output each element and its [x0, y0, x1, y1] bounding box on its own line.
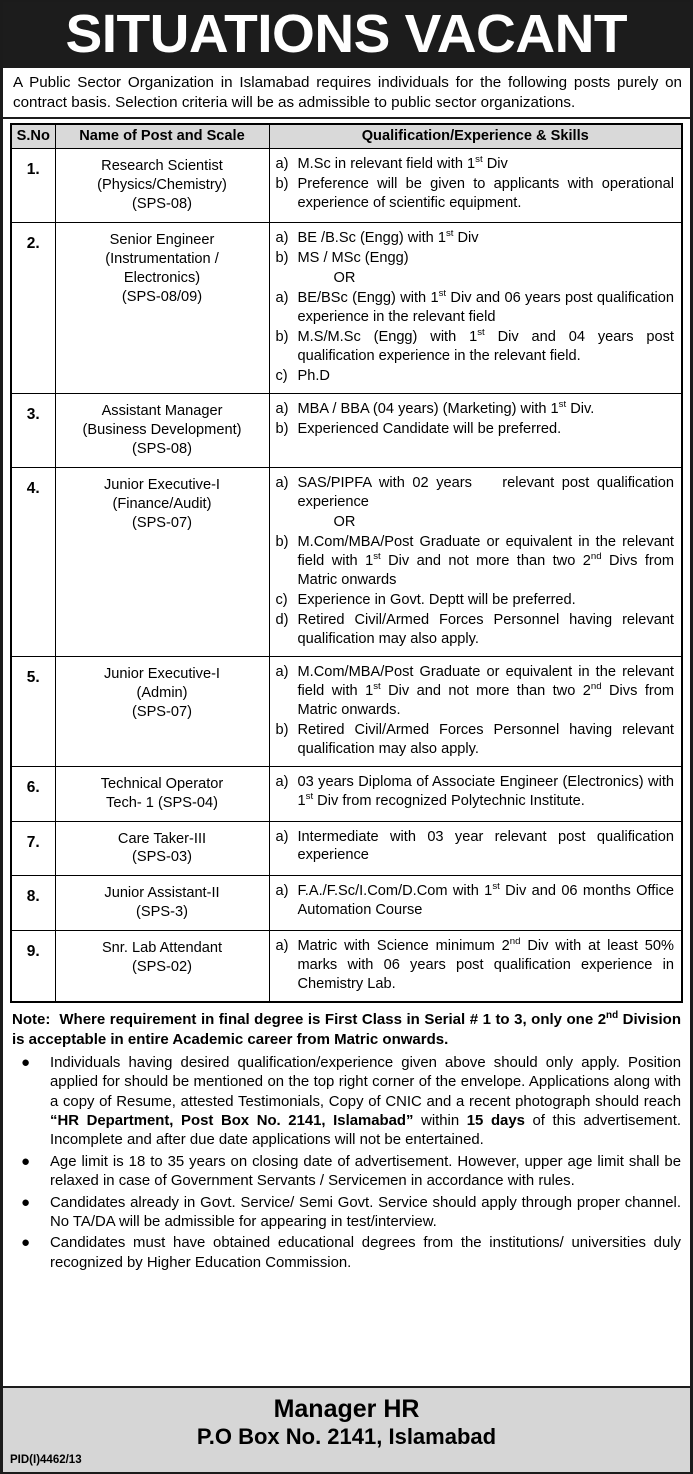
table-row	[11, 149, 682, 223]
qualification-item-text: M.Com/MBA/Post Graduate or equivalent in the relevant field with 1st Div and not more than two 2nd Divs from Matric onwards	[297, 533, 675, 588]
qualification-item	[276, 367, 675, 386]
post-name-line: (Business Development)	[82, 422, 242, 439]
qualification-item	[276, 611, 675, 649]
post-name-line: Senior Engineer	[109, 232, 215, 249]
qualification-item	[276, 882, 675, 920]
bullet-dot-icon: ●	[21, 1053, 31, 1071]
qualification-item	[276, 828, 675, 866]
qualification-item-text: MS / MSc (Engg)	[297, 250, 409, 267]
header-qualification: Qualification/Experience & Skills	[269, 124, 682, 149]
post-name-line: Assistant Manager	[101, 403, 223, 420]
post-name-line: (Instrumentation /	[105, 251, 219, 268]
cell-serial-number: 1.	[11, 149, 55, 223]
qualification-or-divider: OR	[333, 513, 356, 530]
qualification-item	[276, 937, 675, 994]
list-item-text: Age limit is 18 to 35 years on closing date of advertisement. However, upper age limit shall be relaxed in case of Government Servants / Servicemen in accordance with rules.	[50, 1153, 681, 1190]
qualification-item-text: Experience in Govt. Deptt will be preferred.	[297, 591, 576, 608]
table-row	[11, 468, 682, 657]
cell-serial-number: 7.	[11, 821, 55, 876]
post-name-line: (SPS-07)	[131, 703, 192, 720]
qualification-item-text: BE/BSc (Engg) with 1st Div and 06 years post qualification experience in the relevant field	[297, 288, 674, 326]
table-header-row	[11, 124, 682, 149]
post-name-line: (SPS-3)	[136, 904, 188, 921]
post-name-line: (SPS-08)	[131, 441, 192, 458]
qualification-item	[276, 249, 675, 268]
post-name-line: Care Taker-III	[117, 830, 207, 847]
cell-post-name	[55, 149, 269, 223]
footer-signatory: Manager HR	[273, 1395, 420, 1423]
list-item	[12, 1234, 681, 1273]
bullet-dot-icon: ●	[21, 1234, 31, 1252]
cell-serial-number: 3.	[11, 394, 55, 468]
post-name-line: Junior Assistant-II	[104, 885, 220, 902]
footer-address: P.O Box No. 2141, Islamabad	[196, 1423, 497, 1449]
cell-qualification	[269, 766, 682, 821]
cell-serial-number: 2.	[11, 223, 55, 394]
qualification-item-marker: b)	[275, 250, 289, 267]
post-name-line: Junior Executive-I	[104, 477, 220, 493]
cell-serial-number: 5.	[11, 656, 55, 766]
cell-qualification	[269, 821, 682, 876]
qualification-item-marker: a)	[275, 828, 289, 845]
cell-qualification	[269, 876, 682, 931]
qualification-item-text: Ph.D	[297, 368, 330, 385]
post-name-line: Snr. Lab Attendant	[101, 940, 223, 957]
qualification-item-text: M.Sc in relevant field with 1st Div	[297, 154, 508, 173]
qualification-item-text: Retired Civil/Armed Forces Personnel having relevant qualification may also apply.	[297, 611, 674, 647]
post-name-line: (SPS-07)	[131, 514, 192, 531]
post-name-line: Research Scientist	[101, 158, 223, 175]
qualification-item-marker: a)	[275, 938, 289, 955]
post-name-line: (SPS-08/09)	[121, 289, 203, 306]
qualification-item-marker: c)	[275, 368, 288, 385]
list-item-text: Candidates must have obtained educational degrees from the institutions/ universities duly recognized by Higher Education Commission.	[50, 1235, 681, 1271]
list-item	[12, 1153, 681, 1192]
qualification-or-divider: OR	[333, 270, 356, 287]
post-name-line: Technical Operator	[100, 775, 224, 792]
post-name-line: (Admin)	[136, 684, 188, 701]
note-text: Where requirement in final degree is First Class in Serial # 1 to 3, only one 2nd Division is acceptable in entire Academic career from Matric onwards.	[12, 1010, 681, 1049]
qualification-item	[276, 229, 675, 248]
cell-serial-number: 4.	[11, 468, 55, 657]
list-item	[12, 1054, 681, 1151]
footer-center-block	[3, 1388, 690, 1450]
qualification-item-text: SAS/PIPFA with 02 years relevant post qualification experience	[297, 475, 674, 510]
bullet-dot-icon: ●	[21, 1152, 31, 1170]
post-name-line: Electronics)	[123, 270, 201, 287]
qualification-item-marker: a)	[275, 230, 289, 247]
qualification-item-text: 03 years Diploma of Associate Engineer (Electronics) with 1st Div from recognized Polytechnic Institute.	[297, 773, 674, 809]
cell-post-name	[55, 766, 269, 821]
cell-qualification	[269, 656, 682, 766]
cell-serial-number: 9.	[11, 931, 55, 1002]
conditions-list	[3, 1052, 690, 1281]
cell-serial-number: 6.	[11, 766, 55, 821]
jobs-table	[10, 123, 683, 1003]
qualification-item-marker: a)	[275, 475, 289, 491]
note-section	[3, 1003, 690, 1052]
qualification-item	[276, 175, 675, 213]
qualification-item-marker: b)	[275, 421, 289, 438]
qualification-item-marker: a)	[275, 156, 289, 173]
qualification-item-marker: a)	[275, 773, 289, 790]
table-row	[11, 223, 682, 394]
qualification-item	[276, 663, 675, 720]
intro-paragraph: A Public Sector Organization in Islamabad requires individuals for the following posts purely on contract basis. Selection criteria will be as admissible to public sector organizations.	[13, 74, 682, 112]
list-item	[12, 1194, 681, 1233]
cell-qualification	[269, 149, 682, 223]
qualification-item-marker: a)	[275, 401, 289, 418]
qualification-item-text: Preference will be given to applicants with operational experience of scientific equipment.	[297, 176, 674, 212]
qualification-item-marker: b)	[275, 329, 289, 346]
masthead-title: SITUATIONS VACANT	[65, 4, 628, 64]
header-post: Name of Post and Scale	[55, 124, 269, 149]
qualification-item	[276, 289, 675, 327]
post-name-line: (Physics/Chemistry)	[97, 177, 227, 194]
qualification-item-text: Retired Civil/Armed Forces Personnel having relevant qualification may also apply.	[297, 721, 674, 757]
cell-post-name	[55, 656, 269, 766]
bullet-dot-icon: ●	[21, 1193, 31, 1211]
cell-post-name	[55, 468, 269, 657]
qualification-item-marker: a)	[275, 663, 289, 680]
table-row	[11, 394, 682, 468]
qualification-item	[276, 773, 675, 811]
header-sno: S.No	[11, 124, 55, 149]
cell-qualification	[269, 468, 682, 657]
qualification-item-text: MBA / BBA (04 years) (Marketing) with 1st Div.	[297, 399, 595, 418]
cell-post-name	[55, 931, 269, 1002]
cell-qualification	[269, 394, 682, 468]
table-row	[11, 656, 682, 766]
cell-qualification	[269, 223, 682, 394]
qualification-item-marker: a)	[275, 290, 289, 307]
list-item-text: Candidates already in Govt. Service/ Semi Govt. Service should apply through proper channel. No TA/DA will be admissible for appearing in test/interview.	[50, 1194, 681, 1230]
qualification-item-marker: b)	[275, 533, 289, 550]
qualification-item	[276, 591, 675, 610]
list-item-text: Individuals having desired qualification/experience given above should only apply. Position applied for should be mentioned on the top right corner of the envelope. Applications along with a copy of Resume, attested Testimonials, Copy of CNIC and a recent photograph should reach “HR Department, Post Box No. 2141, Islamabad” within 15 days of this advertisement. Incomplete and after due date applications will not be entertained.	[50, 1054, 681, 1149]
intro-section	[3, 68, 690, 119]
cell-post-name	[55, 876, 269, 931]
cell-qualification	[269, 931, 682, 1002]
qualification-item	[276, 328, 675, 366]
qualification-item	[276, 420, 675, 439]
table-body	[11, 149, 682, 1002]
qualification-item-text: Matric with Science minimum 2nd Div with at least 50% marks with 06 years post qualification experience in Chemistry Lab.	[297, 936, 674, 993]
qualification-item-marker: c)	[275, 591, 288, 608]
post-name-line: (SPS-02)	[131, 959, 192, 976]
table-header	[11, 124, 682, 149]
qualification-item-text: M.S/M.Sc (Engg) with 1st Div and 04 years post qualification experience in the relevant field.	[297, 327, 674, 365]
table-row	[11, 766, 682, 821]
qualification-item-marker: b)	[275, 176, 289, 193]
post-name-line: (SPS-08)	[131, 196, 192, 213]
post-name-line: Tech- 1 (SPS-04)	[106, 794, 218, 811]
cell-post-name	[55, 821, 269, 876]
pid-number: PID(I)4462/13	[10, 1454, 82, 1466]
qualification-item-text: M.Com/MBA/Post Graduate or equivalent in the relevant field with 1st Div and not more than two 2nd Divs from Matric onwards.	[297, 663, 675, 718]
note-label: Note:	[12, 1011, 51, 1029]
table-row	[11, 876, 682, 931]
post-name-line: Junior Executive-I	[104, 665, 220, 682]
table-row	[11, 931, 682, 1002]
cell-post-name	[55, 223, 269, 394]
qualification-item	[276, 721, 675, 759]
cell-post-name	[55, 394, 269, 468]
qualification-item-text: Intermediate with 03 year relevant post qualification experience	[297, 828, 674, 864]
qualification-item-text: Experienced Candidate will be preferred.	[297, 421, 562, 438]
masthead-banner	[3, 2, 690, 68]
qualification-item	[276, 533, 675, 590]
qualification-item-text: BE /B.Sc (Engg) with 1st Div	[297, 228, 479, 247]
qualification-item	[276, 474, 675, 512]
qualification-item-marker: d)	[275, 611, 289, 628]
qualification-item-marker: b)	[275, 721, 289, 738]
jobs-table-section	[3, 119, 690, 1003]
qualification-item-text: F.A./F.Sc/I.Com/D.Com with 1st Div and 06 months Office Automation Course	[297, 881, 674, 919]
qualification-item	[276, 155, 675, 174]
footer-band	[3, 1386, 690, 1472]
cell-serial-number: 8.	[11, 876, 55, 931]
post-name-line: (Finance/Audit)	[112, 495, 212, 512]
table-row	[11, 821, 682, 876]
post-name-line: (SPS-03)	[131, 849, 192, 866]
qualification-item	[276, 400, 675, 419]
qualification-item-marker: a)	[275, 883, 289, 900]
